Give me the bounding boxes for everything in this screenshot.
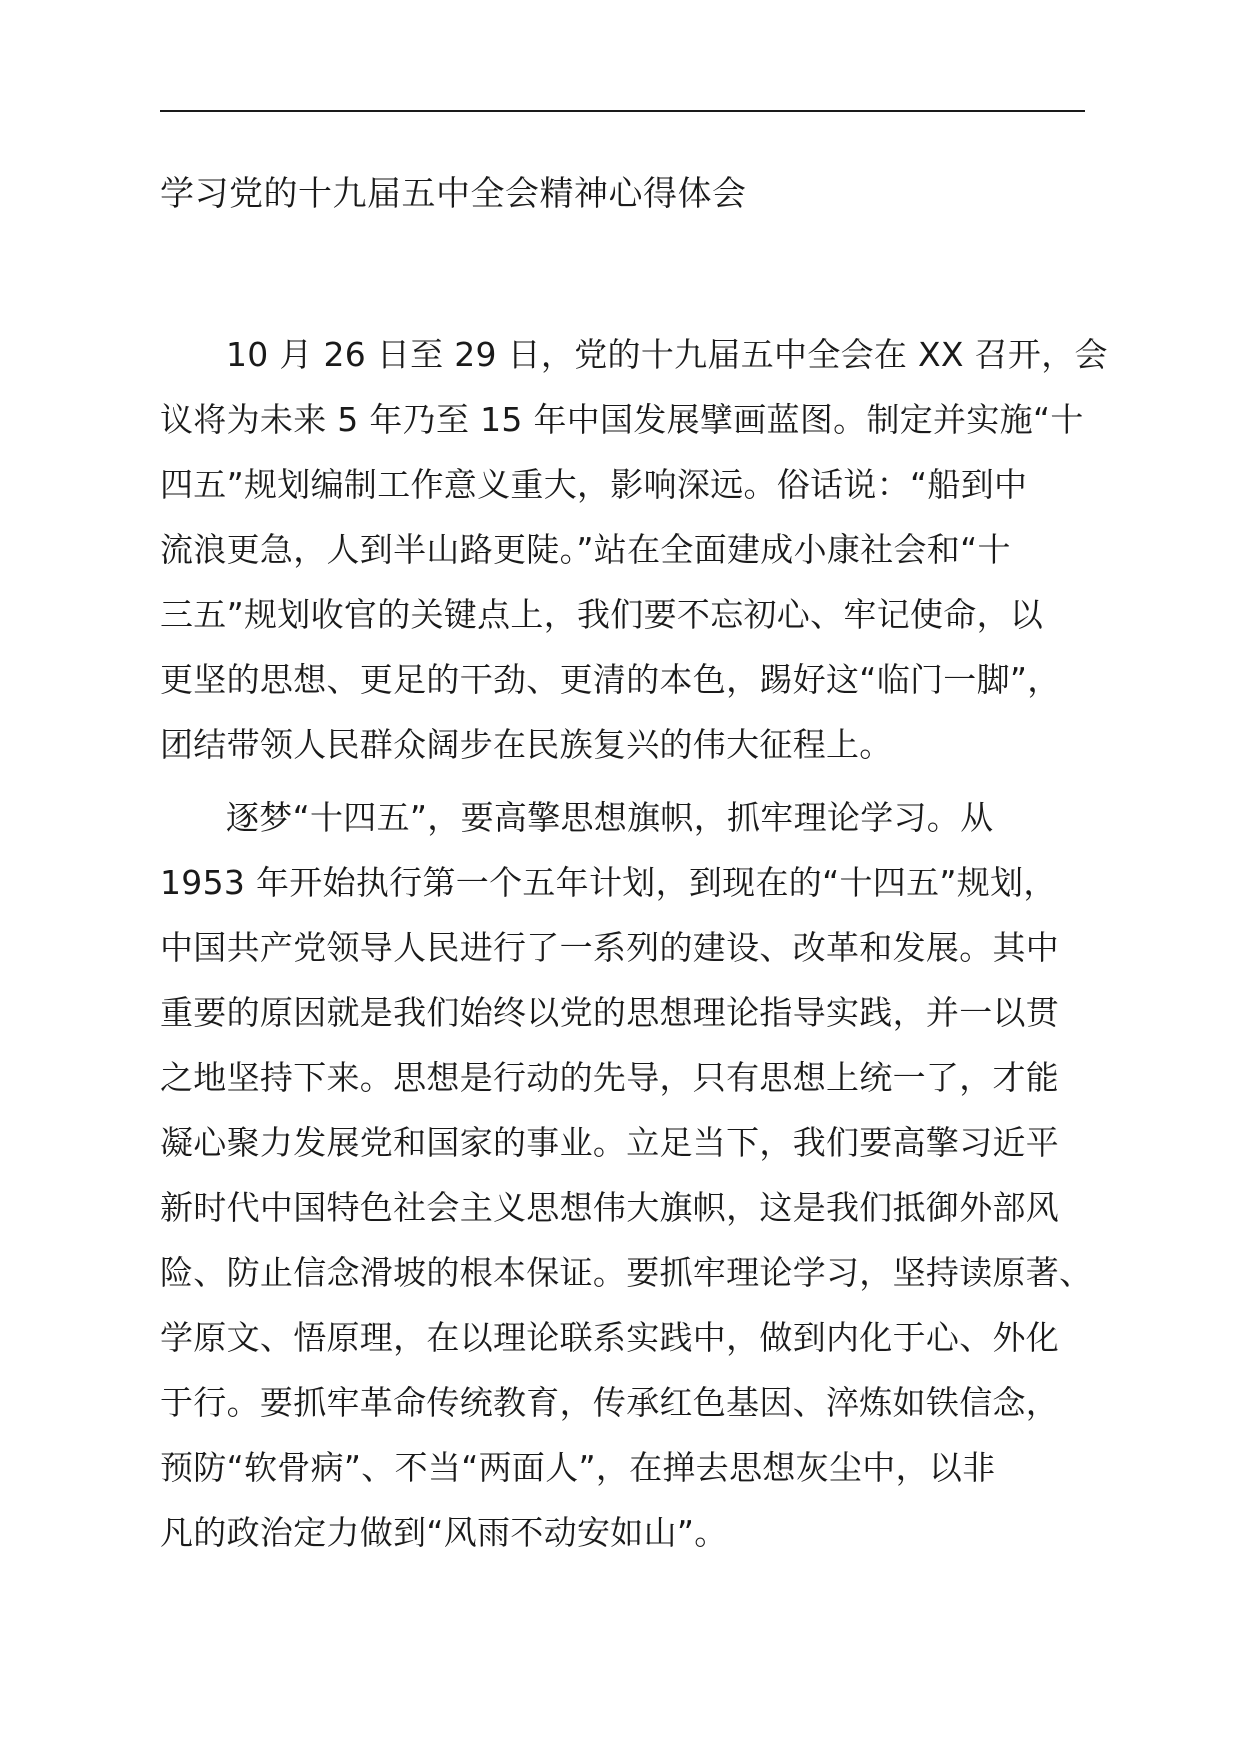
header-rule xyxy=(160,110,1085,112)
text-line: 逐梦“十四五”，要高擎思想旗帜，抓牢理论学习。从 xyxy=(226,798,994,837)
text-line: 学原文、悟原理，在以理论联系实践中，做到内化于心、外化 xyxy=(160,1318,1060,1357)
text-line: 凡的政治定力做到“风雨不动安如山”。 xyxy=(160,1513,728,1552)
text-line: 预防“软骨病”、不当“两面人”，在掸去思想灰尘中，以非 xyxy=(160,1448,996,1487)
text-line: 更坚的思想、更足的干劲、更清的本色，踢好这“临门一脚”， xyxy=(160,660,1061,699)
text-line: 新时代中国特色社会主义思想伟大旗帜，这是我们抵御外部风 xyxy=(160,1188,1060,1227)
paragraph-1 xyxy=(160,322,1108,777)
text-line: 于行。要抓牢革命传统教育，传承红色基因、淬炼如铁信念， xyxy=(160,1383,1060,1422)
document-body xyxy=(160,322,1108,1573)
text-line: 四五”规划编制工作意义重大，影响深远。俗话说：“船到中 xyxy=(160,465,1028,504)
text-line: 团结带领人民群众阔步在民族复兴的伟大征程上。 xyxy=(160,725,893,764)
text-line: 之地坚持下来。思想是行动的先导，只有思想上统一了，才能 xyxy=(160,1058,1060,1097)
text-line: 1953 年开始执行第一个五年计划，到现在的“十四五”规划， xyxy=(160,863,1057,902)
text-line: 中国共产党领导人民进行了一系列的建设、改革和发展。其中 xyxy=(160,928,1060,967)
document-title: 学习党的十九届五中全会精神心得体会 xyxy=(160,174,747,214)
paragraph-2 xyxy=(160,785,1093,1565)
text-line: 凝心聚力发展党和国家的事业。立足当下，我们要高擎习近平 xyxy=(160,1123,1060,1162)
text-line: 流浪更急，人到半山路更陡。”站在全面建成小康社会和“十 xyxy=(160,530,1011,569)
text-line: 三五”规划收官的关键点上，我们要不忘初心、牢记使命，以 xyxy=(160,595,1044,634)
text-line: 重要的原因就是我们始终以党的思想理论指导实践，并一以贯 xyxy=(160,993,1060,1032)
text-line: 10 月 26 日至 29 日，党的十九届五中全会在 XX 召开，会 xyxy=(226,335,1108,374)
text-line: 险、防止信念滑坡的根本保证。要抓牢理论学习，坚持读原著、 xyxy=(160,1253,1093,1292)
text-line: 议将为未来 5 年乃至 15 年中国发展擘画蓝图。制定并实施“十 xyxy=(160,400,1084,439)
